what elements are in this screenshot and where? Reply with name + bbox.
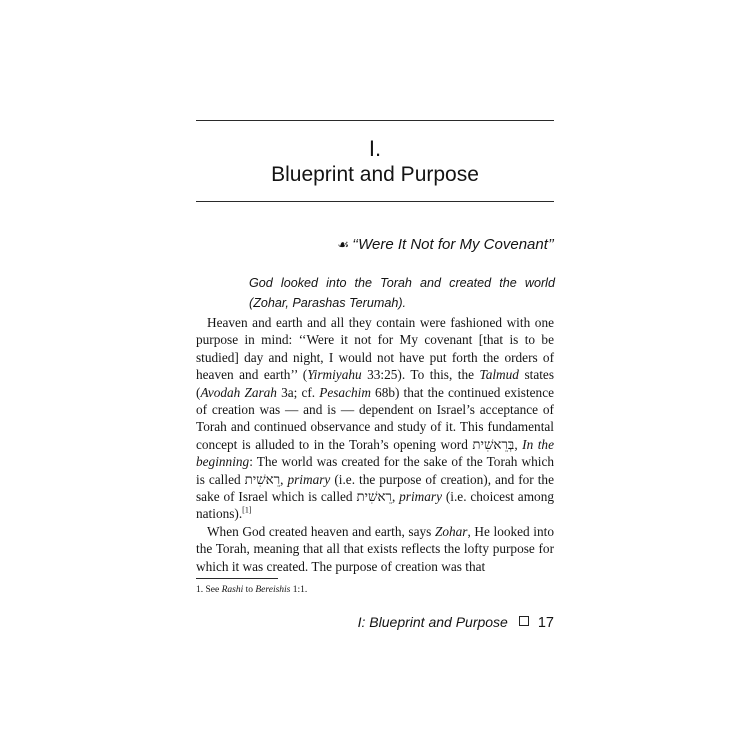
term-primary: primary bbox=[399, 489, 443, 505]
citation-pesachim: Pesachim bbox=[319, 384, 371, 400]
paragraph-1: Heaven and earth and all they contain were fashioned with one purpose in mind: ‘‘Were it not for My covenant [that is to be studied] day and night, I would not have put forth the orders of heaven and earth’’ (Yirmiyahu 33:25). To this, the Talmud states (Avodah Zarah 3a; cf. Pesachim 68b) that the continued existence of creation was — and is — dependent on Israel’s acceptance of Torah and continued observance and study of it. This fundamental concept is alluded to in the Torah’s opening word בְּרֵאשִׁית, In the beginning: The world was created for the sake of the Torah which is called רֵאשִׁית, primary (i.e. the purpose of creation), and for the sake of Israel which is called רֵאשִׁית, primary (i.e. choicest among nations).[1] bbox=[196, 315, 554, 522]
term-primary: primary bbox=[287, 471, 331, 487]
term-talmud: Talmud bbox=[479, 367, 519, 383]
chapter-number: I. bbox=[368, 136, 382, 161]
chapter-title: Blueprint and Purpose bbox=[271, 163, 479, 186]
header-rule-top bbox=[196, 120, 554, 121]
running-title: I: Blueprint and Purpose bbox=[357, 614, 508, 630]
running-footer bbox=[196, 612, 554, 633]
hebrew-reishis: רֵאשִׁית bbox=[244, 471, 281, 487]
section-heading-text: ‘‘Were It Not for My Covenant’’ bbox=[351, 236, 554, 253]
section-heading bbox=[196, 235, 554, 255]
square-box-icon bbox=[519, 616, 529, 626]
epigraph-source: (Zohar, Parashas Terumah). bbox=[249, 296, 407, 310]
translation-in-the-beginning: In the beginning bbox=[196, 436, 554, 470]
footnote: 1. See Rashi to Bereishis 1:1. bbox=[196, 585, 308, 595]
epigraph-quote: God looked into the Torah and created the world bbox=[249, 276, 555, 290]
page-number: 17 bbox=[537, 615, 554, 631]
citation-avodah-zarah: Avodah Zarah bbox=[200, 384, 277, 400]
footnote-reference[interactable]: [1] bbox=[242, 506, 252, 516]
term-zohar: Zohar bbox=[434, 523, 468, 539]
footnote-rule bbox=[196, 578, 278, 579]
epigraph bbox=[249, 273, 555, 313]
paragraph-2: When God created heaven and earth, says Zohar, He looked into the Torah, meaning that all that exists reflects the lofty purpose for which it was created. The purpose of creation was that bbox=[196, 523, 554, 574]
body-text bbox=[196, 314, 554, 575]
citation-yirmiyahu: Yirmiyahu bbox=[307, 367, 362, 383]
fleuron-icon: ☙ bbox=[337, 237, 349, 252]
hebrew-reishis: רֵאשִׁית bbox=[356, 489, 392, 505]
header-rule-bottom bbox=[196, 201, 554, 202]
hebrew-bereishis: בְּרֵאשִׁית bbox=[472, 436, 515, 452]
